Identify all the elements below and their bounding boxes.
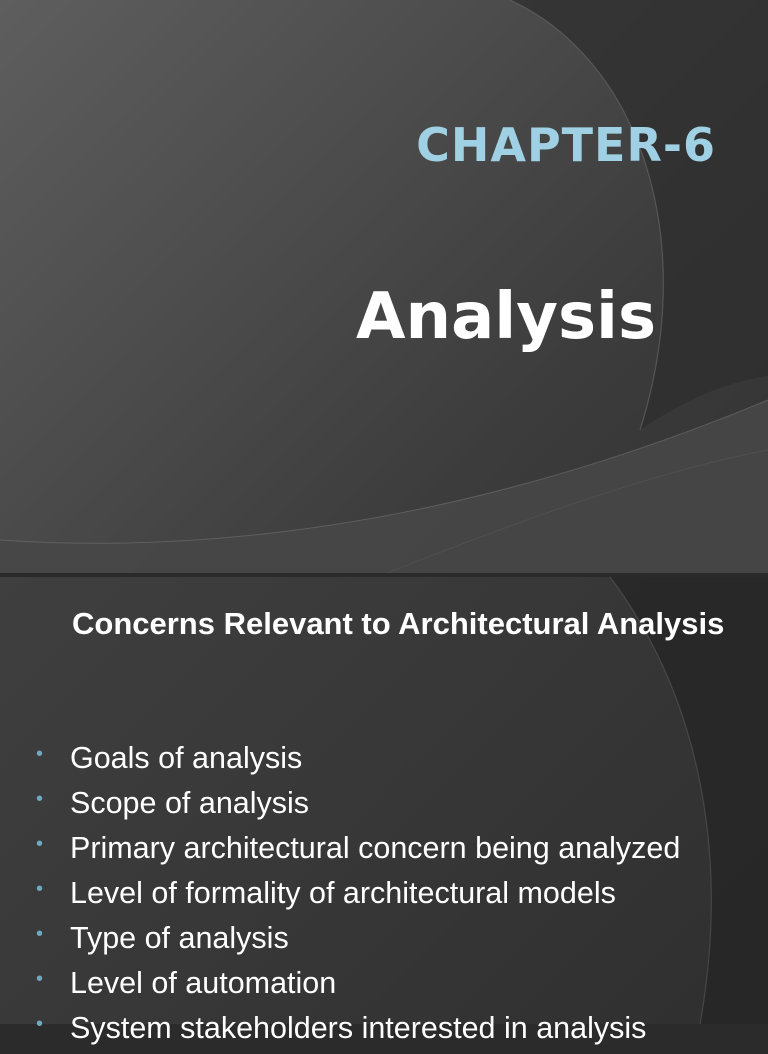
chapter-label: CHAPTER-6 <box>416 118 716 172</box>
list-item <box>34 964 764 1009</box>
bullet-text: Scope of analysis <box>70 786 310 820</box>
bullet-text: Level of automation <box>70 966 337 1000</box>
list-item <box>34 1009 764 1054</box>
list-item <box>34 874 764 919</box>
bullet-icon: • <box>36 833 44 855</box>
bullet-icon: • <box>36 788 44 810</box>
list-item <box>34 739 764 784</box>
bullet-icon: • <box>36 923 44 945</box>
bullet-icon: • <box>36 878 44 900</box>
bullet-text: Primary architectural concern being analyzed <box>70 831 681 865</box>
content-slide <box>0 577 768 1045</box>
slide-title: Analysis <box>356 280 657 354</box>
bullet-text: Goals of analysis <box>70 741 303 775</box>
list-item <box>34 784 764 829</box>
bullet-text: System stakeholders interested in analysis <box>70 1011 647 1045</box>
bullet-icon: • <box>36 1013 44 1035</box>
slide-heading: Concerns Relevant to Architectural Analysis <box>72 606 725 641</box>
bullet-icon: • <box>36 743 44 765</box>
list-item <box>34 919 764 964</box>
bullet-text: Level of formality of architectural models <box>70 876 616 910</box>
bullet-icon: • <box>36 968 44 990</box>
bullet-list <box>34 739 764 1054</box>
list-item <box>34 829 764 874</box>
bullet-text: Type of analysis <box>70 921 289 955</box>
